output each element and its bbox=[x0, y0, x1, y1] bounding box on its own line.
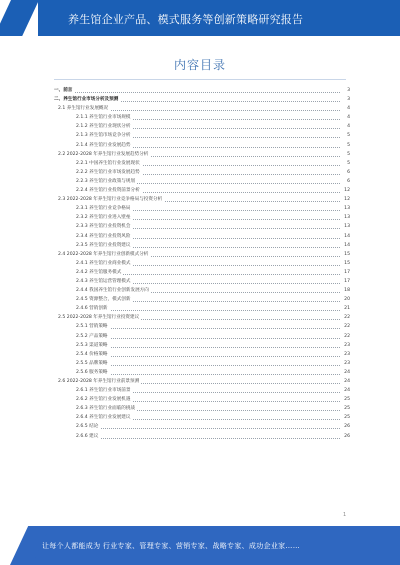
toc-entry-title: 2.2.4 养生馆行业投资前景分析 bbox=[76, 186, 142, 195]
footer-bar bbox=[0, 526, 400, 565]
toc-entry[interactable] bbox=[54, 168, 350, 177]
toc-entry-title: 2.4.4 我国养生馆行业创新发展方向 bbox=[76, 286, 151, 295]
toc-leader-dots bbox=[76, 428, 340, 429]
toc-entry-title: 2.6.1 养生馆行业市场前景 bbox=[76, 386, 133, 395]
toc-entry-title: 2.3.2 养生馆行业进入壁垒 bbox=[76, 213, 133, 222]
toc-entry-page: 14 bbox=[340, 232, 350, 241]
toc-entry-title: 二、养生馆行业市场分析及预测 bbox=[54, 95, 120, 104]
toc-entry-page: 22 bbox=[340, 313, 350, 322]
toc-entry[interactable] bbox=[54, 177, 350, 186]
toc-entry-title: 2.4.5 资源整合，模式创新 bbox=[76, 295, 133, 304]
toc-entry[interactable] bbox=[54, 395, 350, 404]
toc-entry[interactable] bbox=[54, 368, 350, 377]
page-number: 1 bbox=[343, 512, 347, 518]
toc-entry-title: 2.4.1 养生馆行业商业模式 bbox=[76, 259, 133, 268]
toc-entry-page: 12 bbox=[340, 186, 350, 195]
toc-entry-page: 25 bbox=[340, 395, 350, 404]
toc-entry-title: 2.4.3 养生馆运营管理模式 bbox=[76, 277, 133, 286]
toc-entry-title: 2.2.3 养生馆行业政策与规划 bbox=[76, 177, 137, 186]
toc-entry[interactable] bbox=[54, 122, 350, 131]
toc-entry-page: 20 bbox=[340, 295, 350, 304]
table-of-contents bbox=[54, 86, 350, 441]
toc-entry-page: 4 bbox=[340, 113, 350, 122]
toc-entry-title: 2.5.4 价格策略 bbox=[76, 350, 110, 359]
toc-entry[interactable] bbox=[54, 213, 350, 222]
toc-entry[interactable] bbox=[54, 95, 350, 104]
header-accent bbox=[0, 0, 38, 36]
toc-entry[interactable] bbox=[54, 341, 350, 350]
toc-entry-title: 2.6.3 养生馆行业面临的挑战 bbox=[76, 404, 137, 413]
toc-entry-page: 22 bbox=[340, 322, 350, 331]
toc-leader-dots bbox=[76, 438, 340, 439]
toc-entry-title: 2.5.2 产品策略 bbox=[76, 332, 110, 341]
toc-entry-page: 6 bbox=[340, 168, 350, 177]
toc-entry[interactable] bbox=[54, 250, 350, 259]
toc-leader-dots bbox=[76, 374, 340, 375]
toc-entry[interactable] bbox=[54, 377, 350, 386]
toc-entry-title: 2.6.6 建议 bbox=[76, 432, 100, 441]
toc-entry[interactable] bbox=[54, 350, 350, 359]
toc-entry[interactable] bbox=[54, 286, 350, 295]
toc-entry-page: 14 bbox=[340, 241, 350, 250]
toc-entry-title: 2.6.4 养生馆行业发展建议 bbox=[76, 413, 133, 422]
toc-entry-page: 23 bbox=[340, 359, 350, 368]
toc-entry-title: 2.1.3 养生馆市场竞争分析 bbox=[76, 131, 133, 140]
toc-entry[interactable] bbox=[54, 222, 350, 231]
toc-entry[interactable] bbox=[54, 141, 350, 150]
toc-entry-title: 2.1.4 养生馆行业发展趋势 bbox=[76, 141, 133, 150]
toc-entry[interactable] bbox=[54, 268, 350, 277]
toc-entry-page: 15 bbox=[340, 250, 350, 259]
toc-entry-title: 2.3.4 养生馆行业投资风险 bbox=[76, 232, 133, 241]
toc-entry[interactable] bbox=[54, 150, 350, 159]
toc-entry[interactable] bbox=[54, 413, 350, 422]
toc-entry-page: 5 bbox=[340, 150, 350, 159]
toc-leader-dots bbox=[76, 310, 340, 311]
toc-entry-page: 18 bbox=[340, 286, 350, 295]
toc-entry[interactable] bbox=[54, 113, 350, 122]
toc-entry-page: 6 bbox=[340, 177, 350, 186]
toc-entry[interactable] bbox=[54, 186, 350, 195]
toc-entry-page: 13 bbox=[340, 222, 350, 231]
toc-entry-page: 4 bbox=[340, 122, 350, 131]
toc-entry-page: 25 bbox=[340, 413, 350, 422]
toc-entry-title: 2.2.1 中国养生馆行业发展现状 bbox=[76, 159, 142, 168]
toc-entry-page: 25 bbox=[340, 404, 350, 413]
toc-entry-title: 2.4 2022-2028 年养生馆行业创新模式分析 bbox=[58, 250, 150, 259]
toc-entry[interactable] bbox=[54, 277, 350, 286]
toc-entry-title: 2.1 养生馆行业发展概况 bbox=[58, 104, 110, 113]
toc-entry-title: 2.5.6 服务策略 bbox=[76, 368, 110, 377]
footer-slogan: 让每个人都能成为 行业专家、管理专家、营销专家、战略专家、成功企业家…… bbox=[42, 542, 301, 550]
toc-entry[interactable] bbox=[54, 432, 350, 441]
toc-entry[interactable] bbox=[54, 259, 350, 268]
toc-entry-page: 23 bbox=[340, 350, 350, 359]
toc-entry[interactable] bbox=[54, 232, 350, 241]
toc-entry[interactable] bbox=[54, 332, 350, 341]
toc-entry-page: 24 bbox=[340, 377, 350, 386]
toc-entry-page: 15 bbox=[340, 259, 350, 268]
toc-title: 内容目录 bbox=[173, 58, 226, 72]
toc-leader-dots bbox=[76, 365, 340, 366]
toc-entry[interactable] bbox=[54, 86, 350, 95]
header-bar bbox=[0, 0, 400, 36]
toc-entry-page: 4 bbox=[340, 104, 350, 113]
toc-leader-dots bbox=[54, 92, 340, 93]
toc-leader-dots bbox=[76, 347, 340, 348]
toc-entry-page: 3 bbox=[340, 86, 350, 95]
toc-entry-page: 21 bbox=[340, 304, 350, 313]
toc-entry-page: 5 bbox=[340, 159, 350, 168]
toc-entry-title: 2.5 2022-2028 年养生馆行业投资建议 bbox=[58, 313, 141, 322]
toc-leader-dots bbox=[76, 356, 340, 357]
toc-entry[interactable] bbox=[54, 322, 350, 331]
toc-entry-title: 2.5.3 渠道策略 bbox=[76, 341, 110, 350]
toc-entry[interactable] bbox=[54, 386, 350, 395]
toc-entry-page: 12 bbox=[340, 195, 350, 204]
footer-accent bbox=[0, 526, 30, 565]
toc-entry-title: 一、前言 bbox=[54, 86, 74, 95]
toc-entry[interactable] bbox=[54, 104, 350, 113]
toc-entry-page: 17 bbox=[340, 277, 350, 286]
toc-leader-dots bbox=[76, 328, 340, 329]
toc-entry-page: 24 bbox=[340, 368, 350, 377]
toc-entry[interactable] bbox=[54, 422, 350, 431]
toc-entry[interactable] bbox=[54, 313, 350, 322]
toc-entry-page: 24 bbox=[340, 386, 350, 395]
toc-entry-title: 2.2.2 养生馆行业市场发展趋势 bbox=[76, 168, 142, 177]
toc-entry-title: 2.6.5 结论 bbox=[76, 422, 100, 431]
toc-entry[interactable] bbox=[54, 131, 350, 140]
toc-entry-page: 22 bbox=[340, 332, 350, 341]
toc-entry[interactable] bbox=[54, 241, 350, 250]
toc-entry-title: 2.4.2 养生馆服务模式 bbox=[76, 268, 123, 277]
toc-entry-page: 3 bbox=[340, 95, 350, 104]
toc-entry-title: 2.5.5 品牌策略 bbox=[76, 359, 110, 368]
toc-title-divider bbox=[54, 79, 346, 80]
toc-entry[interactable] bbox=[54, 159, 350, 168]
toc-entry-title: 2.3.5 养生馆行业投资建议 bbox=[76, 241, 133, 250]
toc-entry-page: 13 bbox=[340, 213, 350, 222]
toc-entry-title: 2.3.3 养生馆行业投资机会 bbox=[76, 222, 133, 231]
toc-entry-page: 26 bbox=[340, 432, 350, 441]
toc-entry[interactable] bbox=[54, 195, 350, 204]
toc-entry-title: 2.1.2 养生馆行业现状分析 bbox=[76, 122, 133, 131]
toc-entry-page: 13 bbox=[340, 204, 350, 213]
toc-entry-title: 2.4.6 营销创新 bbox=[76, 304, 110, 313]
toc-entry[interactable] bbox=[54, 304, 350, 313]
toc-entry-title: 2.5.1 营销策略 bbox=[76, 322, 110, 331]
toc-entry[interactable] bbox=[54, 295, 350, 304]
toc-entry[interactable] bbox=[54, 404, 350, 413]
toc-entry-title: 2.2 2022-2028 年养生馆行业发展趋势分析 bbox=[58, 150, 150, 159]
toc-entry-page: 17 bbox=[340, 268, 350, 277]
toc-entry-page: 23 bbox=[340, 341, 350, 350]
toc-leader-dots bbox=[76, 338, 340, 339]
toc-entry-page: 5 bbox=[340, 141, 350, 150]
toc-entry-page: 5 bbox=[340, 131, 350, 140]
toc-entry-title: 2.3 2022-2028 年养生馆行业竞争格局与投资分析 bbox=[58, 195, 164, 204]
toc-entry-page: 26 bbox=[340, 422, 350, 431]
report-title: 养生馆企业产品、模式服务等创新策略研究报告 bbox=[68, 13, 304, 26]
toc-entry-title: 2.6.2 养生馆行业发展机遇 bbox=[76, 395, 133, 404]
toc-entry[interactable] bbox=[54, 204, 350, 213]
toc-entry-title: 2.1.1 养生馆行业市场规模 bbox=[76, 113, 133, 122]
toc-entry-title: 2.6 2022-2028 年养生馆行业前景预测 bbox=[58, 377, 141, 386]
toc-entry[interactable] bbox=[54, 359, 350, 368]
toc-entry-title: 2.3.1 养生馆行业竞争格局 bbox=[76, 204, 133, 213]
